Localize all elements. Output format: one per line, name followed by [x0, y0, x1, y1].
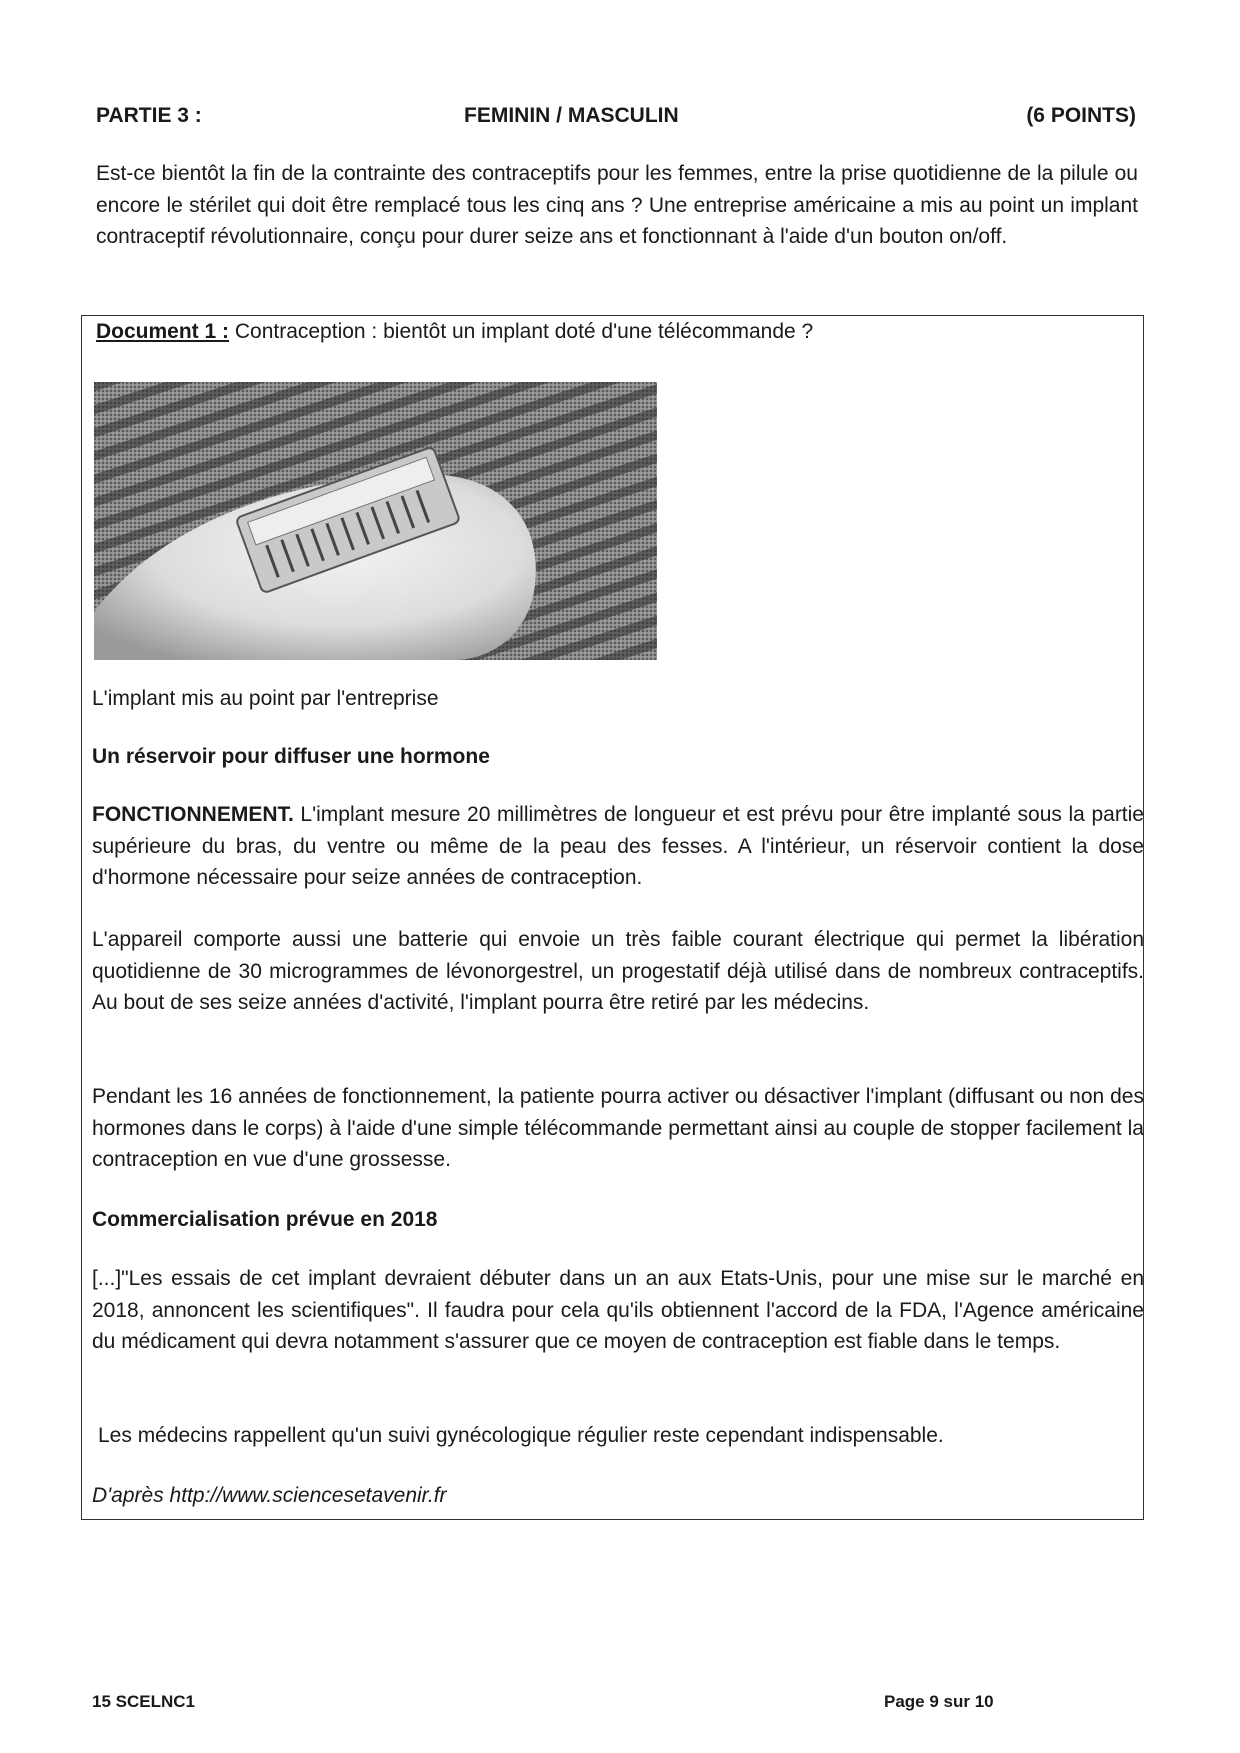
- paragraph-remote: Pendant les 16 années de fonctionnement, la patiente pourra activer ou désactiver l'implant (diffusant ou non des hormones dans le corps) à l'aide d'une simple télécommande permettant ainsi au couple de stopper facilement la contraception en vue d'une grossesse.: [92, 1085, 1144, 1171]
- page-header: [96, 104, 1136, 134]
- document-heading: Contraception : bientôt un implant doté d'une télécommande ?: [229, 320, 814, 343]
- implant-photo: [94, 382, 657, 660]
- source-citation: D'après http://www.sciencesetavenir.fr: [92, 1484, 447, 1507]
- points-label: (6 POINTS): [1026, 104, 1136, 127]
- intro-paragraph: Est-ce bientôt la fin de la contrainte des contraceptifs pour les femmes, entre la prise quotidienne de la pilule ou encore le stérilet qui doit être remplacé tous les cinq ans ? Une entreprise américaine a mis au point un implant contraceptif révolutionnaire, conçu pour durer seize ans et fonctionnant à l'aide d'un bouton on/off.: [96, 162, 1138, 248]
- page-number: Page 9 sur 10: [884, 1692, 994, 1711]
- part-label: PARTIE 3 :: [96, 104, 202, 127]
- subheading-reservoir: Un réservoir pour diffuser une hormone: [92, 745, 490, 768]
- document-title: [96, 320, 813, 344]
- photo-caption: L'implant mis au point par l'entreprise: [92, 687, 439, 710]
- paragraph-battery: L'appareil comporte aussi une batterie qui envoie un très faible courant électrique qui permet la libération quotidienne de 30 microgrammes de lévonorgestrel, un progestatif déjà utilisé dans de nombreux contraceptifs. Au bout de ses seize années d'activité, l'implant pourra être retiré par les médecins.: [92, 928, 1144, 1014]
- paragraph-functioning: [92, 799, 1144, 894]
- subheading-commercialisation: Commercialisation prévue en 2018: [92, 1208, 438, 1231]
- document-label: Document 1 :: [96, 320, 230, 343]
- functioning-lead: FONCTIONNEMENT.: [92, 803, 294, 826]
- exam-code: 15 SCELNC1: [92, 1692, 195, 1711]
- paragraph-trials: [...]"Les essais de cet implant devraient débuter dans un an aux Etats-Unis, pour une mise sur le marché en 2018, annoncent les scientifiques". Il faudra pour cela qu'ils obtiennent l'accord de la FDA, l'Agence américaine du médicament qui devra notamment s'assurer que ce moyen de contraception est fiable dans le temps.: [92, 1267, 1144, 1353]
- functioning-text: L'implant mesure 20 millimètres de longueur et est prévu pour être implanté sous la partie supérieure du bras, du ventre ou même de la peau des fesses. A l'intérieur, un réservoir contient la dose d'hormone nécessaire pour seize années de contraception.: [92, 803, 1144, 889]
- paragraph-followup: Les médecins rappellent qu'un suivi gynécologique régulier reste cependant indispensable.: [98, 1424, 944, 1447]
- theme-title: FEMININ / MASCULIN: [464, 104, 679, 127]
